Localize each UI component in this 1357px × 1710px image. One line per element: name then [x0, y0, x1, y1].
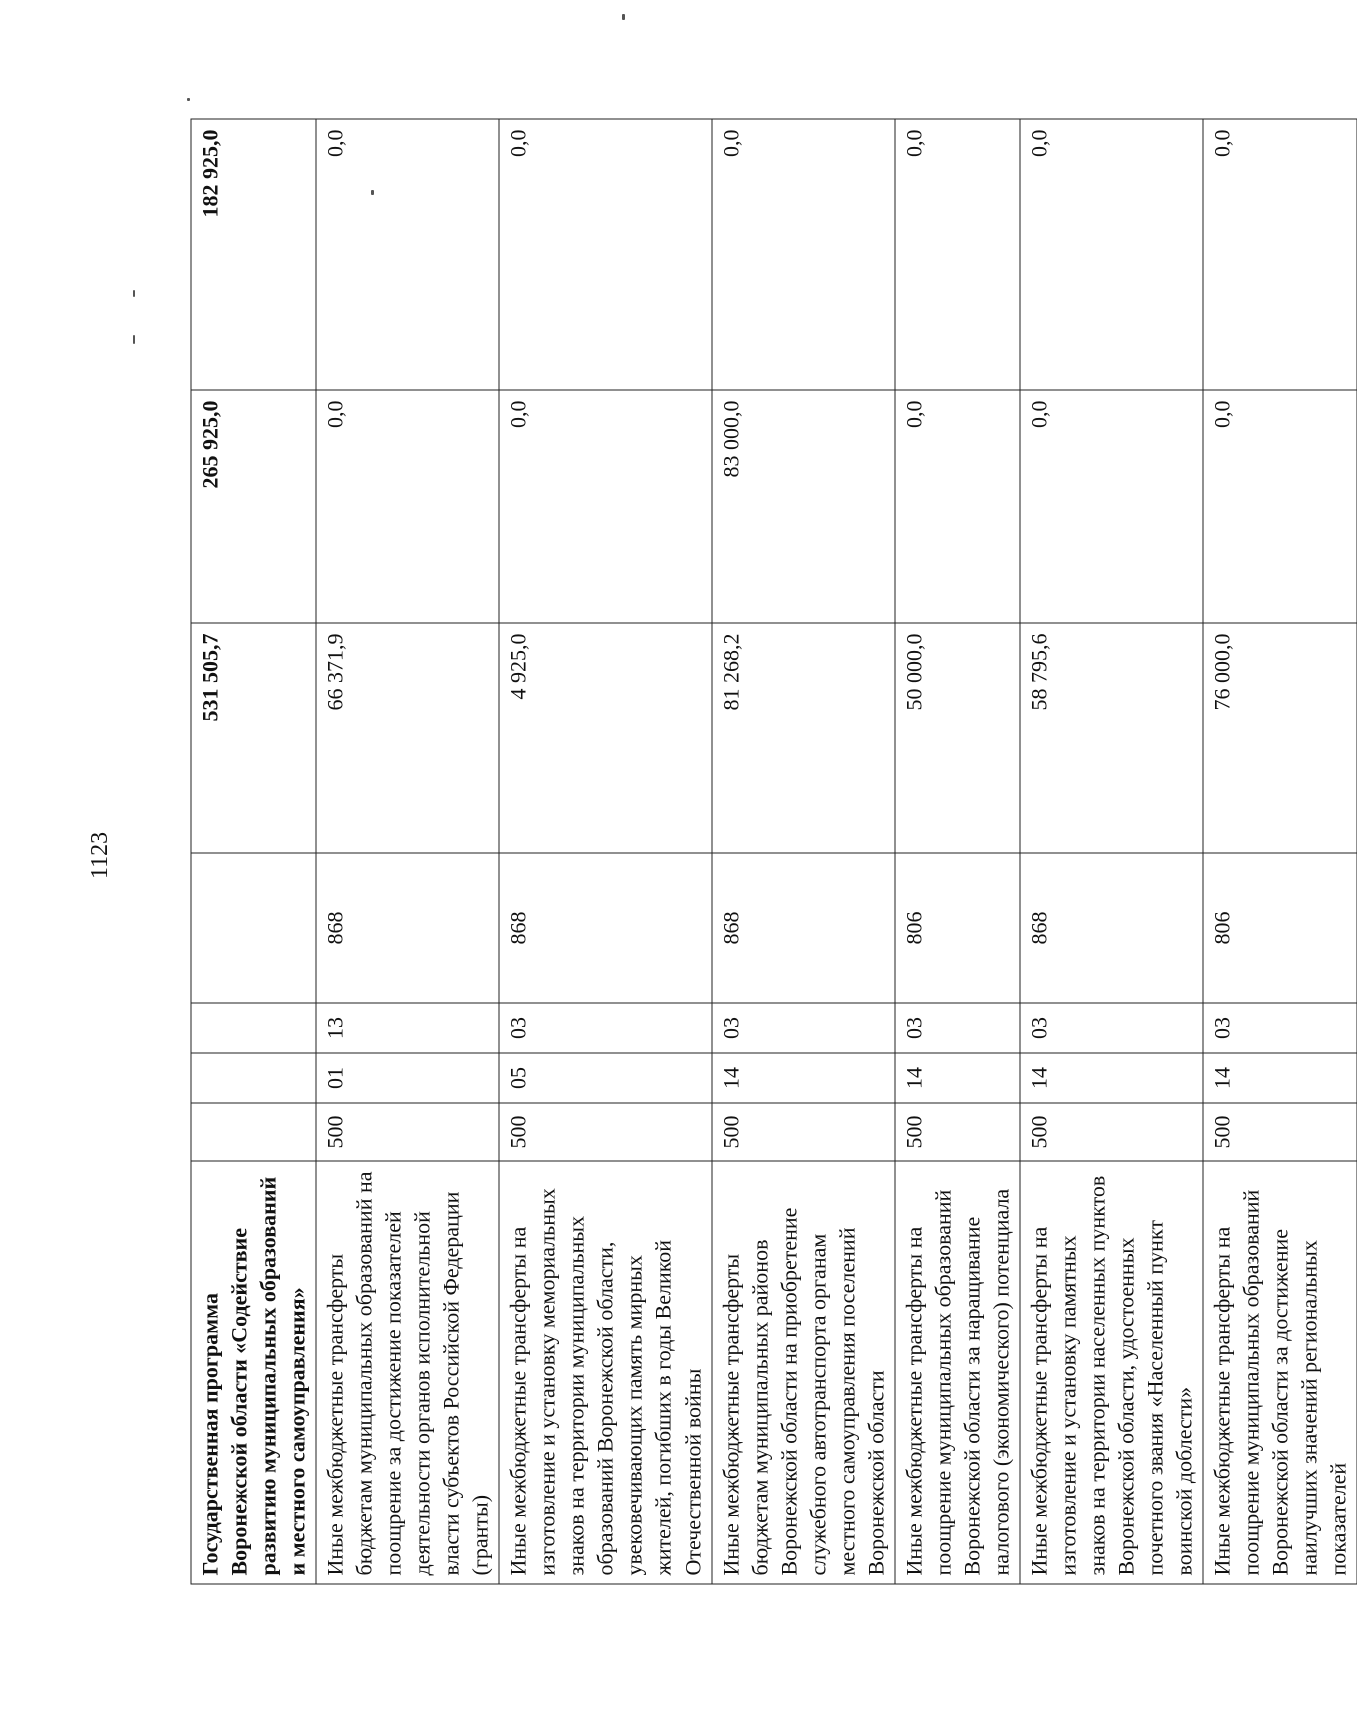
- value-cell: 58 795,6: [1019, 623, 1202, 853]
- scan-speck: [187, 98, 190, 101]
- value-cell: 265 925,0: [191, 390, 316, 623]
- code-cell: 500: [499, 1103, 711, 1161]
- code-cell: 03: [1019, 1003, 1202, 1053]
- code-cell: [191, 1103, 316, 1161]
- code-cell: 01: [316, 1053, 499, 1103]
- code-cell: 868: [316, 853, 499, 1003]
- value-cell: 531 505,7: [191, 623, 316, 853]
- code-cell: 500: [894, 1103, 1019, 1161]
- code-cell: 868: [499, 853, 711, 1003]
- row-description: Иные межбюджетные трансферты на поощрение муниципальных образований Воронежской области за наращивание налогового (экономического) потенциала: [894, 1161, 1019, 1584]
- value-cell: 0,0: [894, 119, 1019, 390]
- table-row: [1203, 119, 1357, 1584]
- code-cell: 13: [316, 1003, 499, 1053]
- table-row: [191, 119, 316, 1584]
- row-description: Иные межбюджетные трансферты бюджетам муниципальных районов Воронежской области на приобретение служебного автотранспорта органам местного самоуправления поселений Воронежской области: [711, 1161, 894, 1584]
- value-cell: 81 268,2: [711, 623, 894, 853]
- value-cell: 0,0: [1203, 390, 1357, 623]
- code-cell: 14: [1019, 1053, 1202, 1103]
- table-row: [316, 119, 499, 1584]
- table-row: [499, 119, 711, 1584]
- code-cell: 14: [894, 1053, 1019, 1103]
- code-cell: 03: [499, 1003, 711, 1053]
- scan-speck: [622, 14, 625, 20]
- value-cell: 182 925,0: [191, 119, 316, 390]
- value-cell: 0,0: [1203, 119, 1357, 390]
- code-cell: 03: [1203, 1003, 1357, 1053]
- budget-table: [190, 119, 1357, 1585]
- value-cell: 83 000,0: [711, 390, 894, 623]
- value-cell: 50 000,0: [894, 623, 1019, 853]
- code-cell: 14: [1203, 1053, 1357, 1103]
- rotated-table-container: [190, 120, 1351, 1585]
- code-cell: 500: [316, 1103, 499, 1161]
- row-description: Иные межбюджетные трансферты на изготовление и установку мемориальных знаков на территории муниципальных образований Воронежской области, увековечивающих память мирных жителей, погибших в годы Великой Отечественной войны: [499, 1161, 711, 1584]
- scan-speck: [133, 290, 135, 297]
- page-number: 1123: [87, 831, 113, 879]
- code-cell: 14: [711, 1053, 894, 1103]
- table-row: [1019, 119, 1202, 1584]
- row-description: Государственная программа Воронежской области «Содействие развитию муниципальных образований и местного самоуправления»: [191, 1161, 316, 1584]
- code-cell: [191, 853, 316, 1003]
- value-cell: 0,0: [1019, 390, 1202, 623]
- value-cell: 0,0: [1019, 119, 1202, 390]
- value-cell: 0,0: [499, 390, 711, 623]
- row-description: Иные межбюджетные трансферты бюджетам муниципальных образований на поощрение за достижение показателей деятельности органов исполнительной власти субъектов Российской Федерации (гранты): [316, 1161, 499, 1584]
- code-cell: [191, 1003, 316, 1053]
- scan-speck: [133, 335, 135, 344]
- value-cell: 0,0: [499, 119, 711, 390]
- code-cell: 868: [1019, 853, 1202, 1003]
- code-cell: [191, 1053, 316, 1103]
- value-cell: 4 925,0: [499, 623, 711, 853]
- value-cell: 0,0: [316, 390, 499, 623]
- code-cell: 03: [711, 1003, 894, 1053]
- value-cell: 0,0: [894, 390, 1019, 623]
- code-cell: 05: [499, 1053, 711, 1103]
- table-row: [894, 119, 1019, 1584]
- row-description: Иные межбюджетные трансферты на изготовление и установку памятных знаков на территории населенных пунктов Воронежской области, удостоенных почетного звания «Населенный пункт воинской доблести»: [1019, 1161, 1202, 1584]
- code-cell: 500: [711, 1103, 894, 1161]
- code-cell: 500: [1203, 1103, 1357, 1161]
- code-cell: 806: [1203, 853, 1357, 1003]
- code-cell: 868: [711, 853, 894, 1003]
- code-cell: 03: [894, 1003, 1019, 1053]
- value-cell: 0,0: [711, 119, 894, 390]
- table-row: [711, 119, 894, 1584]
- value-cell: 0,0: [316, 119, 499, 390]
- value-cell: 76 000,0: [1203, 623, 1357, 853]
- scan-speck: [371, 190, 374, 195]
- code-cell: 806: [894, 853, 1019, 1003]
- code-cell: 500: [1019, 1103, 1202, 1161]
- value-cell: 66 371,9: [316, 623, 499, 853]
- row-description: Иные межбюджетные трансферты на поощрение муниципальных образований Воронежской области за достижение наилучших значений региональных показателей: [1203, 1161, 1357, 1584]
